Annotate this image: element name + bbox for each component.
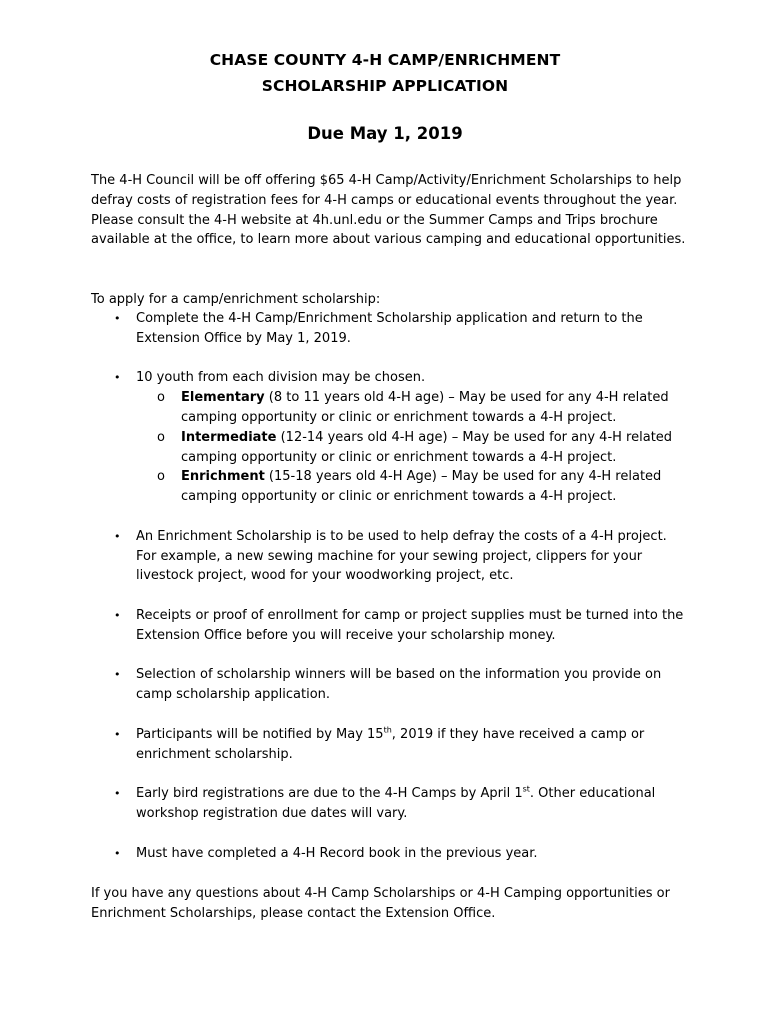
intro-paragraph: The 4-H Council will be off offering $65 4-H Camp/Activity/Enrichment Scholarships to help defray costs of registration fees for 4-H camps or educational events throughout the year. Please consult the 4-H website at 4h.unl.edu or the Summer Camps and Trips brochure available at the office, to learn more about various camping and educational opportunities. bbox=[91, 173, 686, 248]
division-item bbox=[91, 388, 691, 428]
list-item-text: Participants will be notified by May 15 bbox=[136, 726, 384, 742]
list-item-text: An Enrichment Scholarship is to be used to help defray the costs of a 4-H project. For example, a new sewing machine for your sewing project, clippers for your livestock project, wood for your woodworking project, etc. bbox=[136, 528, 667, 584]
sub-bullet-icon: o bbox=[157, 429, 165, 445]
division-desc: (8 to 11 years old 4-H age) – May be used for any 4-H related camping opportunity or clinic or enrichment towards a 4-H project. bbox=[181, 390, 669, 425]
division-item bbox=[91, 467, 691, 507]
list-item bbox=[91, 527, 691, 586]
ordinal-suffix: th bbox=[383, 725, 392, 735]
bullet-icon: • bbox=[114, 529, 121, 543]
sub-bullet-icon: o bbox=[157, 469, 165, 485]
ordinal-suffix: st bbox=[522, 784, 530, 794]
list-item-text: Complete the 4-H Camp/Enrichment Scholarship application and return to the Extension Office by May 1, 2019. bbox=[136, 311, 643, 346]
list-item-text: Early bird registrations are due to the 4-H Camps by April 1 bbox=[136, 786, 523, 802]
division-desc: (12-14 years old 4-H age) – May be used for any 4-H related camping opportunity or clinic or enrichment towards a 4-H project. bbox=[181, 429, 673, 465]
bullet-icon: • bbox=[114, 668, 121, 682]
list-item-text: Receipts or proof of enrollment for camp or project supplies must be turned into the Extension Office before you will receive your scholarship money. bbox=[136, 607, 684, 643]
bullet-icon: • bbox=[114, 608, 121, 622]
division-item bbox=[91, 428, 691, 468]
closing-paragraph: If you have any questions about 4-H Camp Scholarships or 4-H Camping opportunities or Enrichment Scholarships, please contact the Extension Office. bbox=[91, 886, 670, 921]
list-item bbox=[91, 606, 691, 646]
list-item-text: , 2019 if they have received a camp or enrichment scholarship. bbox=[136, 726, 645, 762]
bullet-icon: • bbox=[114, 787, 121, 801]
list-item bbox=[91, 368, 691, 507]
list-item-text: Selection of scholarship winners will be based on the information you provide on camp scholarship application. bbox=[136, 667, 662, 703]
sub-bullet-icon: o bbox=[157, 390, 165, 406]
division-name: Elementary bbox=[181, 390, 265, 406]
list-item bbox=[91, 844, 691, 864]
list-item-text: . Other educational workshop registration due dates will vary. bbox=[136, 786, 656, 821]
list-item bbox=[91, 725, 691, 765]
bullet-icon: • bbox=[114, 846, 121, 860]
bullet-icon: • bbox=[114, 727, 121, 741]
list-item bbox=[91, 784, 691, 824]
due-date: Due May 1, 2019 bbox=[307, 124, 463, 143]
document-title-line1: CHASE COUNTY 4-H CAMP/ENRICHMENT bbox=[209, 51, 561, 69]
division-desc: (15-18 years old 4-H Age) – May be used for any 4-H related camping opportunity or clinic or enrichment towards a 4-H project. bbox=[181, 469, 662, 505]
requirements-list bbox=[91, 309, 691, 863]
list-item-text: 10 youth from each division may be chosen. bbox=[136, 370, 426, 386]
bullet-icon: • bbox=[114, 371, 121, 385]
division-name: Enrichment bbox=[181, 469, 265, 485]
list-item-text: Must have completed a 4-H Record book in the previous year. bbox=[136, 845, 538, 861]
apply-label: To apply for a camp/enrichment scholarship: bbox=[91, 292, 381, 307]
document-title-line2: SCHOLARSHIP APPLICATION bbox=[261, 77, 509, 95]
bullet-icon: • bbox=[114, 312, 121, 325]
division-list bbox=[136, 388, 691, 507]
list-item bbox=[91, 309, 691, 349]
list-item bbox=[91, 665, 691, 705]
division-name: Intermediate bbox=[181, 429, 277, 445]
